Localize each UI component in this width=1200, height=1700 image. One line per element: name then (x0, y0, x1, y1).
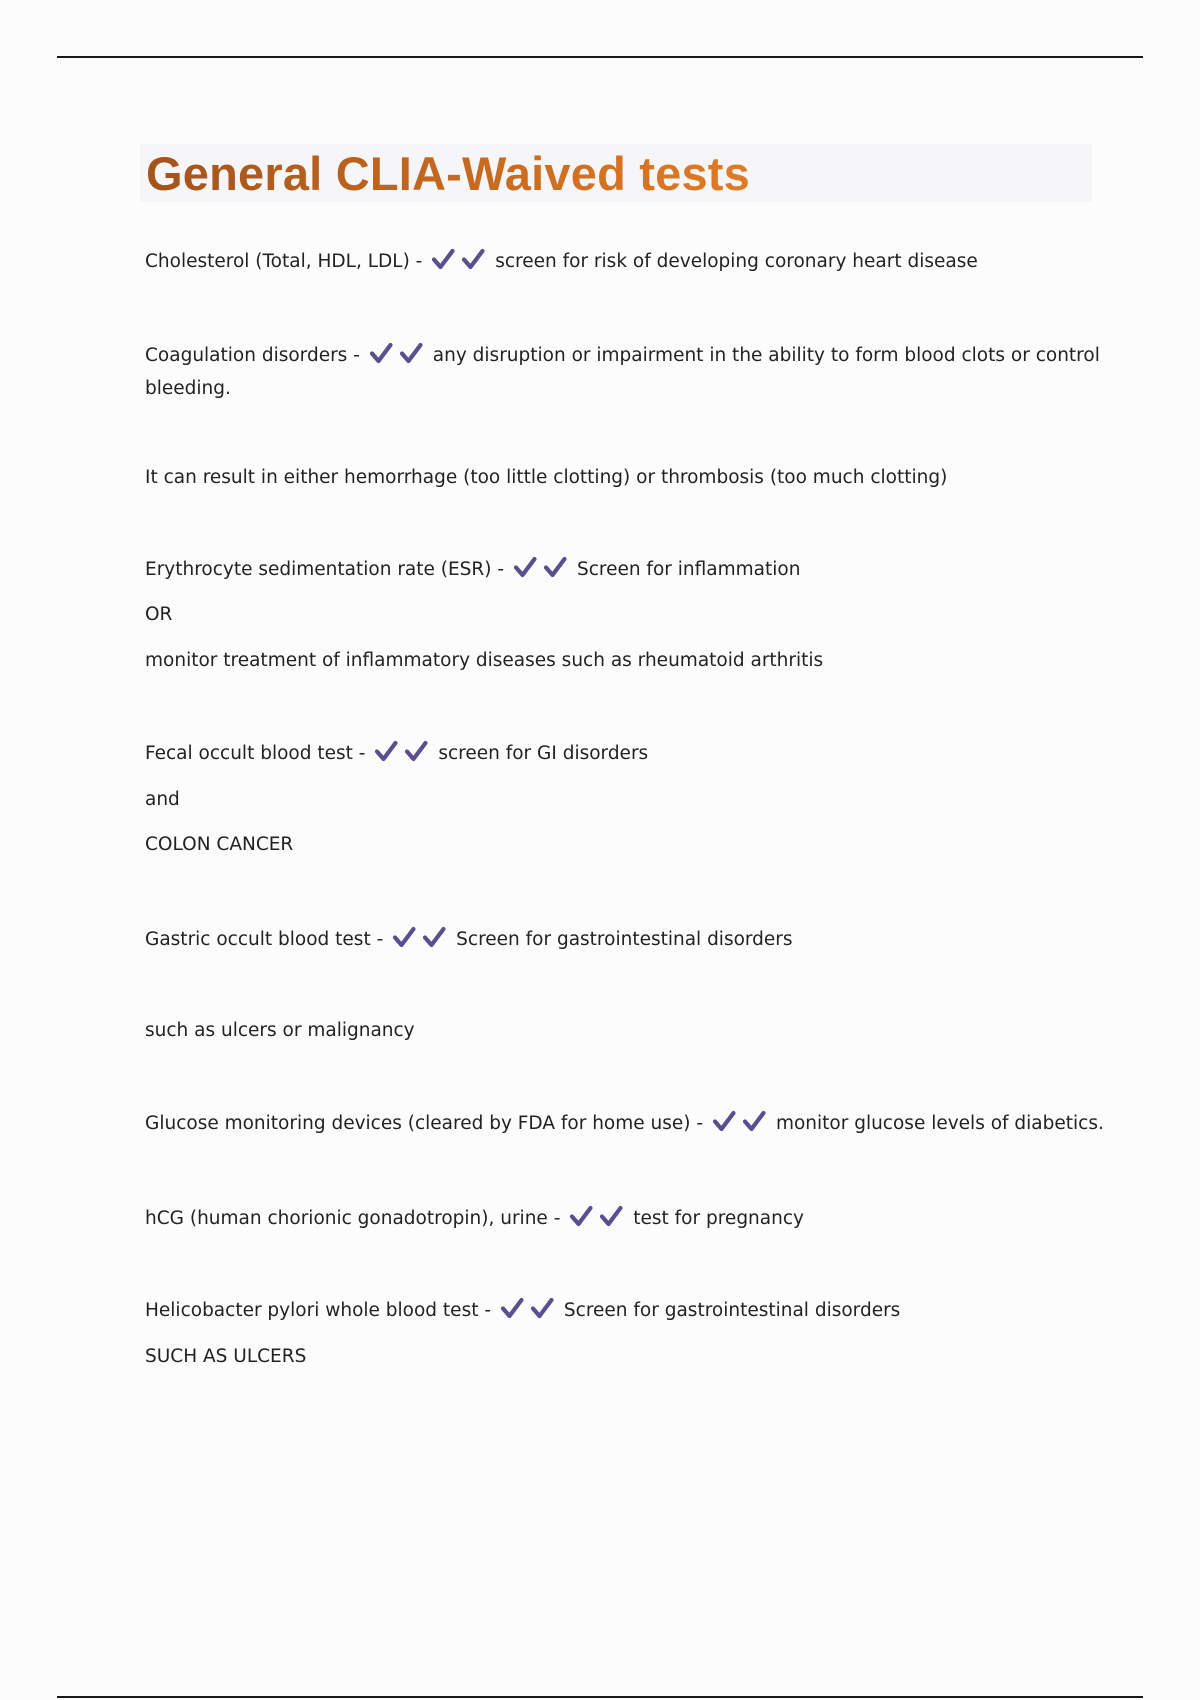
entry-note: and (145, 789, 180, 810)
entry-note: COLON CANCER (145, 834, 294, 855)
entry-term: Erythrocyte sedimentation rate (ESR) - (145, 559, 505, 580)
entry-term: hCG (human chorionic gonadotropin), urine - (145, 1208, 561, 1229)
entry-note: such as ulcers or malignancy (145, 1020, 415, 1041)
entry-note: SUCH AS ULCERS (145, 1346, 307, 1367)
double-checkmark-icon (431, 248, 491, 280)
double-checkmark-icon (712, 1110, 772, 1142)
double-checkmark-icon (392, 926, 452, 958)
footer-rule (57, 1696, 1143, 1698)
entry-term: Coagulation disorders - (145, 345, 360, 366)
header-rule (57, 56, 1143, 58)
entry-definition: screen for risk of developing coronary heart disease (495, 251, 978, 272)
double-checkmark-icon (369, 342, 429, 374)
entry-definition: monitor glucose levels of diabetics. (775, 1113, 1104, 1134)
entry-note: OR (145, 604, 173, 625)
entry-definition: Screen for gastrointestinal disorders (563, 1300, 901, 1321)
entry-hcg (145, 1204, 1100, 1237)
entry-definition: Screen for gastrointestinal disorders (456, 929, 793, 950)
entry-note: It can result in either hemorrhage (too little clotting) or thrombosis (too much clotting) (145, 467, 948, 488)
double-checkmark-icon (500, 1297, 560, 1329)
entry-glucose (145, 1109, 1104, 1142)
entry-definition: any disruption or impairment in the ability to form blood clots or control bleeding. (145, 345, 1100, 399)
entry-term: Helicobacter pylori whole blood test - (145, 1300, 492, 1321)
double-checkmark-icon (569, 1205, 629, 1237)
entry-term: Glucose monitoring devices (cleared by FDA for home use) - (145, 1113, 704, 1134)
entry-term: Gastric occult blood test - (145, 929, 384, 950)
entry-definition: Screen for inflammation (576, 559, 801, 580)
document-title: General CLIA-Waived tests (146, 147, 750, 200)
entry-gastric-occult (145, 925, 1100, 958)
double-checkmark-icon (513, 556, 573, 588)
entry-esr (145, 555, 1100, 588)
entry-definition: test for pregnancy (633, 1208, 804, 1229)
entry-h-pylori (145, 1296, 1100, 1329)
entry-definition: screen for GI disorders (438, 743, 649, 764)
entry-cholesterol (145, 247, 1100, 280)
entry-term: Fecal occult blood test - (145, 743, 366, 764)
entry-fecal-occult (145, 739, 1100, 772)
entry-term: Cholesterol (Total, HDL, LDL) - (145, 251, 423, 272)
entry-coagulation (145, 341, 1100, 404)
entry-note: monitor treatment of inflammatory diseases such as rheumatoid arthritis (145, 650, 824, 671)
double-checkmark-icon (374, 740, 434, 772)
